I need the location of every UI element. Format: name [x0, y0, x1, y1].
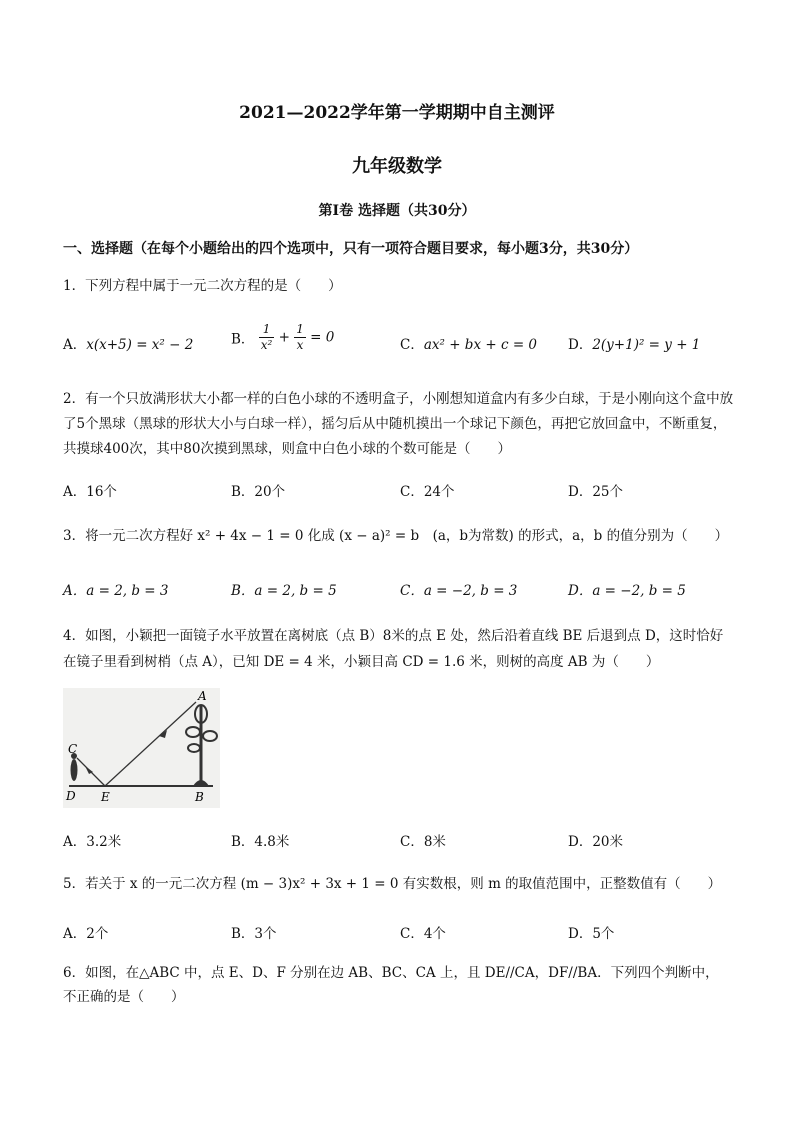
numerator: 1: [296, 322, 304, 336]
figure-svg: [63, 688, 220, 808]
fraction: [259, 322, 275, 353]
question-2-option-a: A．16个: [63, 484, 117, 500]
question-5-option-d: D．5个: [568, 926, 615, 942]
question-5-option-b: B．3个: [231, 926, 277, 942]
exam-subject: 九年级数学: [352, 156, 442, 177]
question-4-option-b: B．4.8米: [231, 834, 290, 850]
question-1-stem: 1．下列方程中属于一元二次方程的是（ ）: [63, 278, 342, 294]
question-2-option-c: C．24个: [400, 484, 455, 500]
question-1-option-d: [568, 333, 700, 353]
question-5-option-c: C．4个: [400, 926, 446, 942]
question-2-stem: 2．有一个只放满形状大小都一样的白色小球的不透明盒子，小刚想知道盒内有多少白球，于是小刚向这个盒中放了5个黑球（黑球的形状大小与白球一样），摇匀后从中随机摸出一个球记下颜色，再把它放回盒中，不断重复，共摸球400次，其中80次摸到黑球，则盒中白色小球的个数可能是（ ）: [63, 391, 734, 457]
denominator: x: [296, 338, 304, 352]
question-4-option-d: D．20米: [568, 834, 624, 850]
denominator: x²: [260, 338, 273, 352]
exam-title: 2021—2022学年第一学期期中自主测评: [239, 103, 555, 123]
label-d: D: [66, 789, 76, 803]
question-6-line-2: 不正确的是（ ）: [63, 989, 185, 1005]
question-2-option-d: D．25个: [568, 484, 624, 500]
option-label: A．: [63, 337, 87, 353]
question-3-stem: 3．将一元二次方程好 x² + 4x − 1 = 0 化成 (x − a)² = b (a，b为常数) 的形式，a，b 的值分别为（ ）: [63, 528, 729, 544]
operator: +: [278, 329, 290, 346]
arrow-icon: [159, 730, 167, 738]
numerator: 1: [259, 322, 275, 338]
question-1-option-a: [63, 333, 193, 353]
question-6-line-1: 6．如图，在△ABC 中，点 E、D、F 分别在边 AB、BC、CA 上，且 DE//CA，DF//BA．下列四个判断中，: [63, 965, 719, 981]
question-3-option-a: A．a = 2, b = 3: [63, 583, 169, 599]
tree-leaf: [203, 731, 217, 741]
option-expression: x(x+5) = x² − 2: [86, 337, 194, 353]
equation-rest: = 0: [310, 329, 335, 346]
question-5-stem: 5．若关于 x 的一元二次方程 (m − 3)x² + 3x + 1 = 0 有实数根，则 m 的取值范围中，正整数值有（ ）: [63, 876, 722, 892]
label-e: E: [101, 790, 110, 804]
tree-base: [193, 780, 209, 786]
question-1-option-b: [231, 322, 334, 353]
question-2-option-b: B．20个: [231, 484, 286, 500]
question-3-option-c: C．a = −2, b = 3: [400, 583, 518, 599]
mirror-tree-figure: [63, 688, 220, 808]
question-4-line-1: 4．如图，小颖把一面镜子水平放置在离树底（点 B）8米的点 E 处，然后沿着直线 BE 后退到点 D，这时恰好: [63, 628, 724, 644]
option-expression: ax² + bx + c = 0: [423, 337, 538, 353]
line-ea: [105, 702, 196, 786]
section-heading: 一、选择题（在每个小题给出的四个选项中，只有一项符合题目要求，每小题3分，共30分）: [63, 241, 639, 257]
option-label: C．: [400, 337, 424, 353]
option-label: B．: [231, 331, 255, 348]
question-4-line-2: 在镜子里看到树梢（点 A），已知 DE = 4 米，小颖目高 CD = 1.6 米，则树的高度 AB 为（ ）: [63, 654, 660, 670]
tree-leaf: [186, 727, 200, 737]
person-shape: [71, 759, 78, 781]
option-expression: 2(y+1)² = y + 1: [592, 337, 701, 353]
label-c: C: [68, 742, 78, 756]
fraction: [294, 322, 306, 353]
question-1-option-c: [400, 333, 537, 353]
label-a: A: [198, 689, 207, 703]
question-4-option-c: C．8米: [400, 834, 446, 850]
question-5-option-a: A．2个: [63, 926, 109, 942]
tree-leaf: [188, 744, 200, 752]
question-3-option-d: D．a = −2, b = 5: [568, 583, 686, 599]
option-label: D．: [568, 337, 593, 353]
part-title: 第Ⅰ卷 选择题（共30分）: [318, 203, 476, 219]
question-4-option-a: A．3.2米: [63, 834, 122, 850]
question-3-option-b: B．a = 2, b = 5: [231, 583, 337, 599]
label-b: B: [195, 790, 204, 804]
